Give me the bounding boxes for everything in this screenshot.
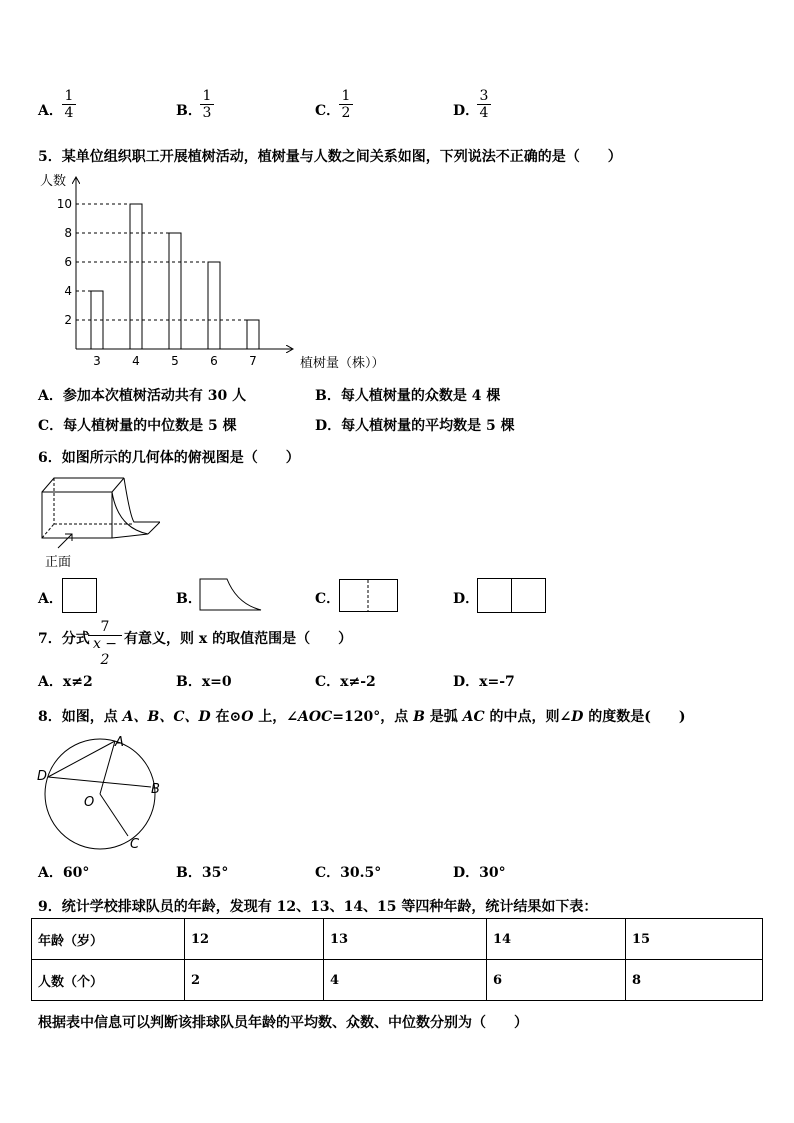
q8-circle-figure	[30, 732, 180, 857]
q6-solid-figure	[30, 470, 160, 570]
q8-option-b: B．35°	[176, 865, 229, 881]
q4-option-a-letter: A．	[38, 103, 63, 119]
table-row	[32, 960, 763, 1001]
q8-option-c: C．30.5°	[315, 865, 382, 881]
y-tick-label: 10	[56, 197, 72, 211]
q9-question-text: 根据表中信息可以判断该排球队员年龄的平均数、众数、中位数分别为（ ）	[38, 1015, 528, 1031]
q6-stem: 6．如图所示的几何体的俯视图是（ ）	[38, 450, 300, 466]
table-cell: 6	[487, 960, 626, 1001]
q6-option-a-square	[62, 578, 98, 614]
q4-option-c-letter: C．	[315, 103, 341, 119]
chart-y-label: 人数	[40, 174, 67, 189]
table-cell: 年龄（岁）	[32, 919, 185, 960]
q8-stem: 8．如图，点 A、B、C、D 在⊙O 上，∠AOC=120°，点 B 是弧 AC 的中点，则∠D 的度数是( )	[38, 709, 686, 725]
q4-option-b-letter: B．	[176, 103, 202, 119]
q8-label-o: O	[84, 795, 95, 810]
q5-bar-chart	[30, 168, 410, 378]
bar	[169, 233, 181, 349]
bar	[130, 204, 142, 349]
q6-option-d-split-rectangle	[477, 578, 547, 614]
q6-front-label: 正面	[45, 555, 72, 570]
table-cell: 人数（个）	[32, 960, 185, 1001]
q5-option-d: D．每人植树量的平均数是 5 棵	[315, 418, 515, 434]
x-tick-label: 6	[210, 354, 218, 368]
y-tick-label: 4	[64, 284, 72, 298]
q6-option-b-letter: B．	[176, 591, 202, 607]
table-cell: 15	[626, 919, 763, 960]
y-tick-label: 2	[64, 313, 72, 327]
q7-option-d: D．x=-7	[453, 674, 515, 690]
q4-option-b-fraction: $\frac{1}{3}$	[200, 88, 214, 121]
q8-label-c: C	[130, 837, 140, 852]
chart-x-label: 植树量（株））	[300, 356, 385, 371]
q9-stem: 9．统计学校排球队员的年龄，发现有 12、13、14、15 等四种年龄，统计结果如下表：	[38, 899, 598, 915]
q7-option-b: B．x=0	[176, 674, 232, 690]
q6-option-c-dashed-rectangle	[339, 579, 399, 613]
table-cell: 8	[626, 960, 763, 1001]
x-tick-label: 7	[249, 354, 257, 368]
q4-option-a-fraction: $\frac{1}{4}$	[62, 88, 76, 121]
table-cell: 13	[324, 919, 487, 960]
bar	[247, 320, 259, 349]
bar	[208, 262, 220, 349]
table-cell: 2	[185, 960, 324, 1001]
q8-option-d: D．30°	[453, 865, 506, 881]
q7-prefix: 7．分式	[38, 631, 90, 647]
x-tick-label: 4	[132, 354, 140, 368]
q4-option-d-letter: D．	[453, 103, 480, 119]
q7-option-a: A．x≠2	[38, 674, 93, 690]
q6-option-c-letter: C．	[315, 591, 341, 607]
x-tick-label: 3	[93, 354, 101, 368]
q6-option-b-curve-shape	[199, 578, 263, 612]
q7-suffix: 有意义，则 x 的取值范围是（ ）	[124, 631, 353, 647]
q7-option-c: C．x≠-2	[315, 674, 376, 690]
q6-option-d-letter: D．	[453, 591, 480, 607]
x-tick-label: 5	[171, 354, 179, 368]
y-tick-label: 8	[64, 226, 72, 240]
q5-option-c: C．每人植树量的中位数是 5 棵	[38, 418, 237, 434]
q4-option-c-fraction: $\frac{1}{2}$	[339, 88, 353, 121]
q8-label-b: B	[151, 782, 160, 797]
q6-option-a-letter: A．	[38, 591, 63, 607]
q5-option-b: B．每人植树量的众数是 4 棵	[315, 388, 501, 404]
y-tick-label: 6	[64, 255, 72, 269]
table-row	[32, 919, 763, 960]
q8-label-d: D	[37, 769, 48, 784]
q5-option-a: A．参加本次植树活动共有 30 人	[38, 388, 247, 404]
table-cell: 14	[487, 919, 626, 960]
q8-label-a: A	[115, 735, 124, 750]
table-cell: 12	[185, 919, 324, 960]
q8-option-a: A．60°	[38, 865, 90, 881]
q7-fraction: $\frac{7}{x - 2}$	[88, 619, 122, 668]
table-cell: 4	[324, 960, 487, 1001]
q4-option-d-fraction: $\frac{3}{4}$	[477, 88, 491, 121]
q9-data-table	[31, 918, 763, 1001]
q5-stem: 5．某单位组织职工开展植树活动，植树量与人数之间关系如图，下列说法不正确的是（ ）	[38, 149, 622, 165]
